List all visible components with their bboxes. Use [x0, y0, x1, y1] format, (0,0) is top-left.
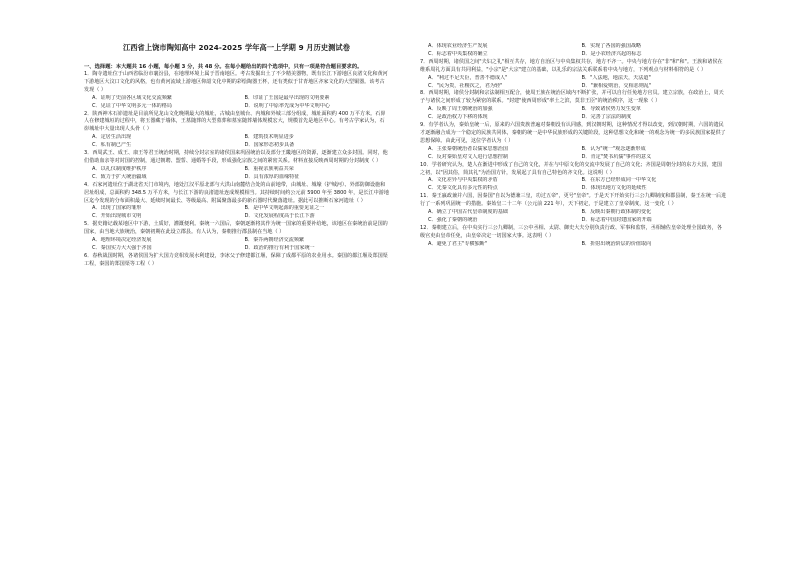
option-d: D．完善了宗法的制度: [581, 114, 632, 121]
options-group: [420, 209, 727, 225]
question-item: [420, 162, 727, 194]
option-a: A．确立了中国古代皇帝制度的基础: [428, 209, 508, 216]
options-group: [84, 166, 389, 182]
option-d: D．具有浓厚的血缘特征: [244, 173, 300, 180]
option-d: D．政治的推行有利于国家统一: [244, 244, 315, 251]
option-b: B．秦芥两朝经济交流频繁: [244, 237, 305, 244]
option-c: C．"民为贵，社稷次之，君为轻": [428, 82, 503, 89]
option-a: A．体现农业经济生产发展: [428, 43, 488, 49]
options-group: [420, 241, 727, 249]
option-c: C．开始出现城市文明: [92, 213, 142, 220]
option-b: B．印证了王国是最早出现的文明要素: [244, 94, 330, 101]
option-c: C．先秦文化具有多元性的特点: [428, 185, 498, 192]
question-item: [420, 59, 727, 91]
question-stem: 6．春秋战国时期，各诸侯国为扩大国力竞相发展水利建设，李冰父子修建都江堰，保障了成都平原的农业用水。秦国的都江堰及郑国渠工程，秦国的郑国渠等工程（ ）: [84, 252, 388, 267]
question-stem: 8．西周时期，诸侯分封制和宗法制相互配合，使周王族在统治区域内不断扩张，并可以自行任免地方官员。建立宗族，在政治上，周天子与诸侯之间形成了较为紧密的联系。"封建"使西周形成"率土之滨，莫非王臣"的统治秩序，这一现象（ ）: [420, 90, 724, 105]
left-column: [84, 0, 389, 269]
question-item: [420, 90, 727, 122]
option-a: A．以礼仪制度维护秩序: [92, 165, 147, 172]
options-group: [84, 237, 389, 253]
option-c: C．是政治权力下移的体现: [428, 114, 488, 121]
question-stem: 12．秦朝建立后，在中央实行三公九卿制，三公中丞相、太尉、御史大夫分别负责行政、军事和监察，丞相辅佐皇帝处理全国政务，各级官吏由皇帝任免，由皇帝决定一切国家大事。这表明（ ）: [420, 224, 722, 239]
question-item: [84, 111, 389, 151]
option-b: B．重视亲族利益共荣: [244, 165, 294, 172]
options-group: [420, 106, 727, 122]
option-c: C．秦国实力大大强于齐国: [92, 244, 152, 251]
question-item: [420, 193, 727, 225]
exam-title: 江西省上饶市陶知高中 2024-2025 学年高一上学期 9 月历史测试卷: [122, 43, 351, 52]
option-b: B．认为"统一"观念逐渐形成: [581, 145, 646, 152]
question-item: [420, 122, 727, 162]
options-group: [84, 134, 389, 150]
options-group: [420, 146, 727, 162]
question-item: [420, 225, 727, 249]
option-c: C．致力于扩大统治疆域: [92, 173, 147, 180]
option-a: A．反映了周王朝统治的加强: [428, 106, 493, 113]
question-stem: 3．西周武王、成王、康王等君王统治时期，持续分封宗室的诸侯国来巩固统治以及部分王畿地区的资源，逐渐建立众多封国。同时，他们借助血亲等对封国的控制，通过朝聘、盟誓、通婚等手段，形成强化宗族之间的紧密关系。材料直接反映西周时期的分封制度（ ）: [84, 150, 388, 164]
option-c: C．强化了秦朝的统治: [428, 216, 478, 223]
section-heading: 一、选择题：本大题共 16 小题，每小题 3 分，共 48 分。在每小题给出的四个选项中，只有一项是符合题目要求的。: [84, 64, 363, 70]
option-b: B．在东方已经形成同一中华文化: [581, 177, 657, 184]
option-d: D．标志着中国封建国家的开端: [581, 216, 652, 223]
option-c: C．反对秦始皇对文人进行思想控制: [428, 153, 508, 160]
question-stem: 2．陕西神木石峁遗址是目前所见龙山文化晚期最大的城址，古城由皇城台、内城和外城三部分组成，城址面积约 400 万平方米。石峁人在修建城垣的过程中，将玉器藏于墙体，王墓随葬的大型墓葬和墓室随葬墙体规模宏大，规模首先是地区中心。有考古学家认为，石峁城址中大量出现人头骨（ ）: [84, 110, 386, 133]
question-stem: 1．陶寺遗址位于山西省临汾市襄汾县，在地理环境上属于晋南地区。考古发掘出土了不少精美器物，既有长江下游地区良渚文化和黄河下游地区大汶口文化的风格，也有黄河流域上游地区仰韶文化中期的彩绘陶器王杯，还有类似于甘青地区齐家文化的大型铜器。该考古发现（ ）: [84, 71, 388, 93]
question-item: [84, 253, 389, 269]
options-group: [84, 205, 389, 221]
option-c: C．私有制已产生: [92, 142, 132, 149]
option-d: D．体现出地方文化的延续性: [581, 185, 647, 192]
option-a: A．定居生活出现: [92, 134, 132, 141]
option-b: B．折射出统治阶层的价值取向: [581, 240, 652, 247]
options-group: [84, 95, 389, 111]
option-b: B．导致诸侯势力发生变革: [581, 106, 642, 113]
option-d: D．"兼相爱则治，交相恶则乱": [581, 82, 652, 89]
option-c: C．见证了中华文明多元一体的格局: [92, 102, 172, 109]
question-stem: 11．秦王嬴政兼并六国，因秦国"自以为德兼三皇，功过五帝"，更号"皇帝"。于是天下开始实行三公九卿制度和郡县制，秦王在统一后进行了一系列巩固统一的措施。秦始皇二十二年（公元前 221 年），天下初定，于是建立了皇帝制度，这一变化（ ）: [420, 193, 727, 208]
option-c: C．标志着中央集权的确立: [428, 50, 488, 57]
question-stem: 10．学者研究认为，楚人在渐进中形成了自己的文化，并在与中原文化的交流中发展了自己的文化；齐国是周朝分封的东方大国，建国之初，以"因其俗，简其礼"为治国方针，发展起了具有自己特色的齐文化。这说明（ ）: [420, 161, 722, 176]
option-d: D．文化发展程度高于长江下游: [244, 213, 315, 220]
options-group: [420, 43, 727, 59]
question-item: [84, 182, 389, 222]
option-a: A．地理环境决定经济发展: [92, 237, 152, 244]
option-a: A．主张秦朝统治者以儒家思想治国: [428, 145, 508, 152]
option-b: B．是中华文明起源的重要见证之一: [244, 205, 325, 212]
question-item: [420, 43, 727, 59]
options-group: [420, 177, 727, 193]
question-stem: 9．有学者认为，秦始皇统一后，原来的六国贵族普遍对秦朝没有认同感，到汉朝时期，这种情况才得以改变，到汉朝时期，六国的遗民才逐渐融合成为一个稳定的民族共同体，秦朝的统一是中华民族形成的关键阶段，这种思想文化和统一的观念为统一的多民族国家提供了思想保障。由此可见，这位学者认为（ ）: [420, 122, 726, 144]
option-a: A．避免了君主"专横独断": [428, 240, 488, 247]
option-a: A．"利过不足夫臣，普善不德成人": [428, 74, 508, 81]
question-stem: 5．据史籍记载某地区中下游，土质好，灌溉便利。秦统一六国后，秦朝逐渐将其作为统一国家的重要补给地，该地区在秦统治前是国的国家，由当地大族统治，秦朝初期在此设立郡县。有人认为，秦朝推行郡县制在当地（ ）: [84, 221, 388, 236]
option-d: D．是小农经济兴起的标志: [581, 50, 642, 57]
option-a: A．证明了史前各区域文化交流频繁: [92, 94, 172, 101]
option-d: D．肯定"焚书坑儒"事件的意义: [581, 153, 652, 160]
option-d: D．说明了中原率先成为中华文明中心: [244, 102, 330, 109]
question-item: [84, 150, 389, 182]
option-b: B．实现了各国的强国战略: [581, 43, 642, 49]
question-item: [84, 221, 389, 253]
left-question-list: [84, 71, 389, 269]
question-stem: 4．石家河遗址位于湖北省天门市境内，地处江汉平原北部与大洪山南麓结合处的山前地带，由城址、城壕（护城河）、外部防御设施和居址组成，总面积约 348.5 万平方米，与长江下游的良渚遗址连成规模相当。其持续时间约公元前 5900 年至 3800 年，是长江中游地区迄今发现的分布面积最大、延续时间最长、等级最高、附属聚落最多的新石器时代聚落遗址。据此可以推断石家河遗址（ ）: [84, 181, 389, 204]
option-a: A．文化差异与中央集权的矛盾: [428, 177, 498, 184]
option-b: B．反映出秦朝行政体制的变化: [581, 209, 652, 216]
option-d: D．国家形态初步具备: [244, 142, 295, 149]
right-column: [420, 0, 727, 249]
question-item: [84, 71, 389, 111]
option-b: B．"人法地，地法天，天法道": [581, 74, 651, 81]
options-group: [420, 75, 727, 91]
right-question-list: [420, 43, 727, 249]
option-b: B．建筑技术明显进步: [244, 134, 294, 141]
question-stem: 7．西周时期，诸侯国之间"夫妇之礼"相互共存，地方自治区与中央集权共存，地方不齐一。中央与地方存在"非"和"和"。王族和诸侯在维系周礼方面具有共同利益，"小宗"是"大宗"建立的基础，以礼乐的宗法关系联系着中央与地方，下列观点与材料相符的是（ ）: [420, 58, 723, 73]
option-a: A．出现了国家的雏形: [92, 205, 142, 212]
